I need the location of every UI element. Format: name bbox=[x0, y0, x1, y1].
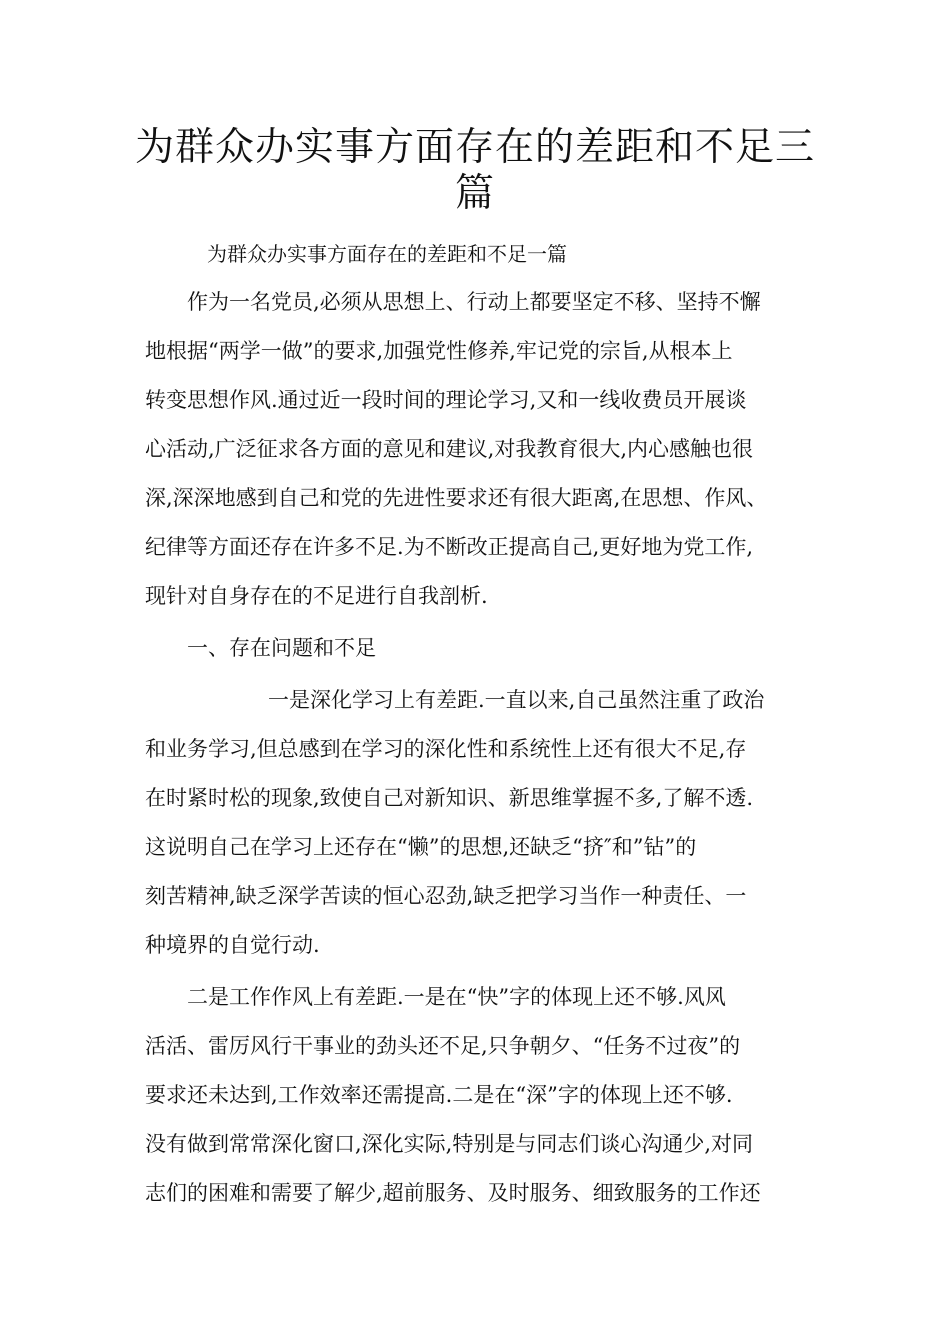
paragraph-line: 一是深化学习上有差距.一直以来,自己虽然注重了政治 bbox=[268, 688, 765, 712]
paragraph-line: 要求还未达到,工作效率还需提高.二是在“深”字的体现上还不够. bbox=[145, 1083, 733, 1107]
paragraph-line: 纪律等方面还存在许多不足.为不断改正提高自己,更好地为党工作, bbox=[145, 535, 754, 559]
paragraph-line: 刻苦精神,缺乏深学苦读的恒心忍劲,缺乏把学习当作一种责任、一 bbox=[145, 884, 747, 908]
paragraph-line: 和业务学习,但总感到在学习的深化性和系统性上还有很大不足,存 bbox=[145, 737, 747, 761]
paragraph-line: 二是工作作风上有差距.一是在“快”字的体现上还不够.风风 bbox=[187, 985, 726, 1009]
paragraph-line: 现针对自身存在的不足进行自我剖析. bbox=[145, 584, 488, 608]
title-line-2: 篇 bbox=[454, 171, 495, 216]
paragraph-line: 心活动,广泛征求各方面的意见和建议,对我教育很大,内心感触也很 bbox=[145, 437, 754, 461]
paragraph-line: 在时紧时松的现象,致使自己对新知识、新思维掌握不多,了解不透. bbox=[145, 786, 754, 810]
paragraph-line: 活活、雷厉风行干事业的劲头还不足,只争朝夕、“任务不过夜”的 bbox=[145, 1034, 741, 1058]
paragraph-line: 作为一名党员,必须从思想上、行动上都要坚定不移、坚持不懈 bbox=[187, 290, 761, 314]
section-heading: 一、存在问题和不足 bbox=[187, 636, 376, 660]
paragraph-line: 志们的困难和需要了解少,超前服务、及时服务、细致服务的工作还 bbox=[145, 1181, 761, 1205]
title-line-1: 为群众办实事方面存在的差距和不足三 bbox=[134, 125, 815, 170]
paragraph-line: 这说明自己在学习上还存在“懒”的思想,还缺乏“挤″和”钻”的 bbox=[145, 835, 697, 859]
paragraph-line: 深,深深地感到自己和党的先进性要求还有很大距离,在思想、作风、 bbox=[145, 486, 768, 510]
paragraph-line: 地根据“两学一做”的要求,加强党性修养,牢记党的宗旨,从根本上 bbox=[145, 339, 733, 363]
paragraph-line: 没有做到常常深化窗口,深化实际,特别是与同志们谈心沟通少,对同 bbox=[145, 1132, 754, 1156]
section-subtitle: 为群众办实事方面存在的差距和不足一篇 bbox=[207, 242, 567, 266]
paragraph-line: 转变思想作风.通过近一段时间的理论学习,又和一线收费员开展谈 bbox=[145, 388, 747, 412]
document-title bbox=[130, 125, 820, 217]
paragraph-line: 种境界的自觉行动. bbox=[145, 933, 320, 957]
